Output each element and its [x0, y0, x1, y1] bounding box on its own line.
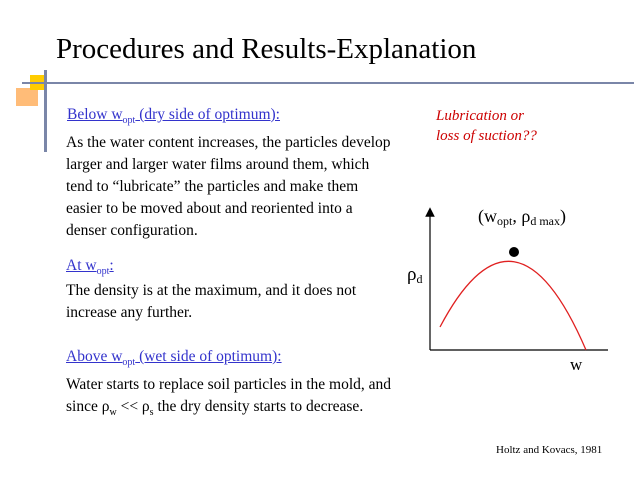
decorative-vertical-line: [44, 70, 47, 152]
at-heading: At $w_{opt}$:: [66, 257, 114, 278]
below-heading: Below $w_{opt}$ (dry side of optimum):: [67, 106, 280, 127]
below-text: As the water content increases, the particles develop larger and larger water films around them, which tend to “lubricate” the particles and make them easier to be moved about and reoriented into a denser configuration.: [66, 134, 391, 239]
decorative-orange-square: [16, 88, 38, 106]
compaction-curve: [440, 261, 586, 350]
title-divider-line: [22, 82, 634, 84]
above-heading: Above $w_{opt}$ (wet side of optimum):: [66, 348, 282, 369]
lubrication-note: [436, 106, 537, 146]
optimum-label: (wopt, ρd max): [478, 206, 566, 228]
at-text: The density is at the maximum, and it does not increase any further.: [66, 282, 357, 321]
compaction-curve-diagram: [380, 190, 630, 390]
x-axis-label: w: [570, 355, 583, 374]
y-axis-label: ρd: [407, 264, 423, 286]
lubrication-note-line-1: Lubrication or: [436, 108, 524, 124]
page-title: Procedures and Results-Explanation: [56, 33, 477, 65]
citation: Holtz and Kovacs, 1981: [496, 444, 603, 456]
lubrication-note-line-2: loss of suction??: [436, 128, 537, 144]
optimum-point: [509, 247, 519, 257]
above-text: Water starts to replace soil particles in the mold, and since $\rho_w << \rho_s$ the dry density starts to decrease.: [66, 376, 392, 419]
